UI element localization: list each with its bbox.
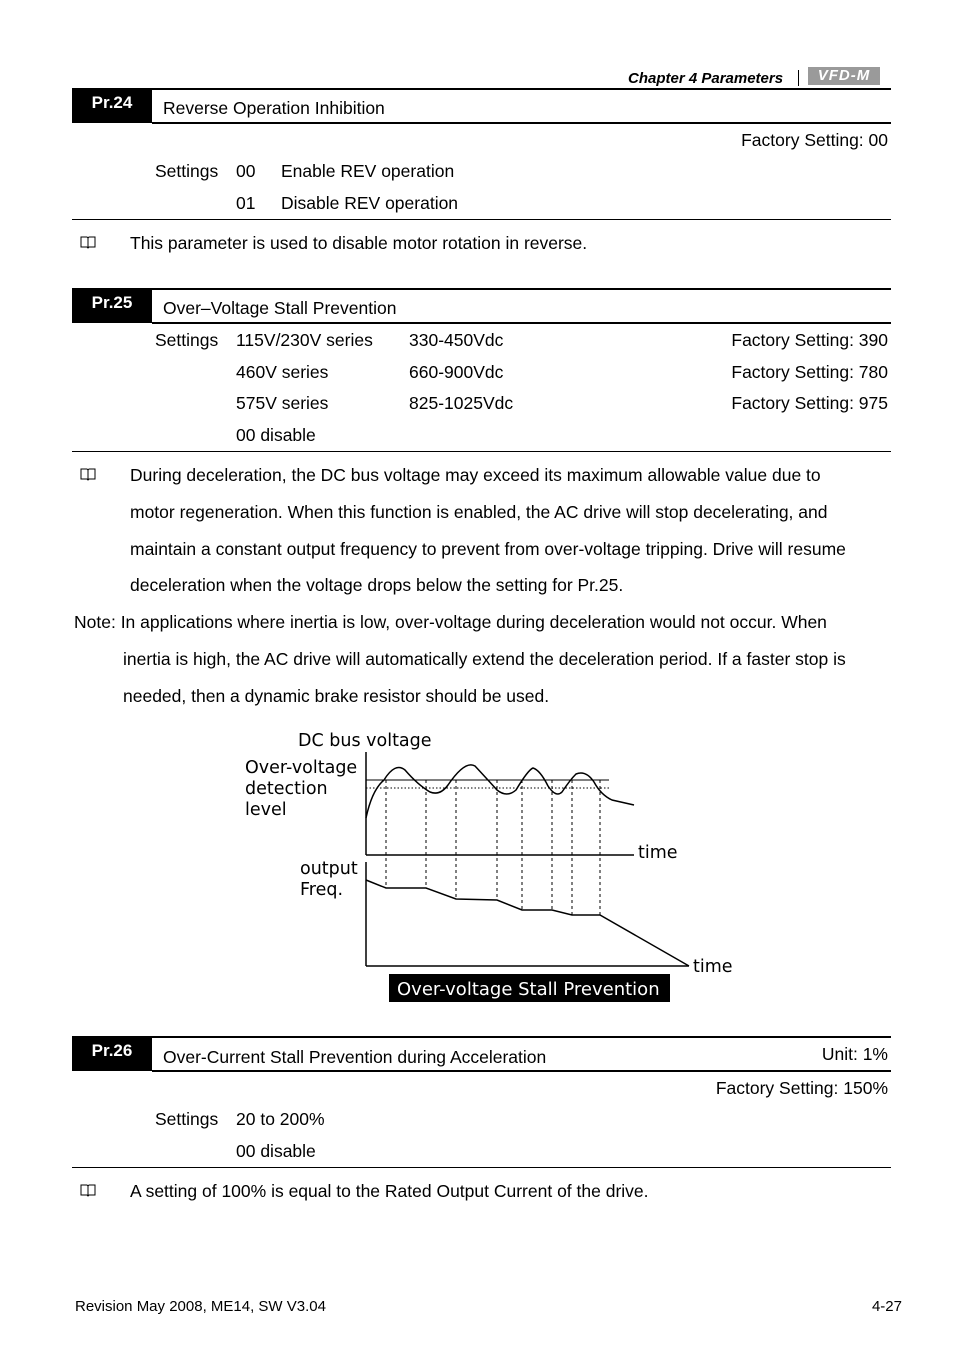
pr25-note-line: Note: In applications where inertia is low, over-voltage during deceleration would not occur. When (74, 612, 827, 632)
pr25-range: 825-1025Vdc (409, 393, 514, 413)
dc-bus-voltage-curve (366, 765, 634, 818)
pr26-bottom-rule (72, 1167, 891, 1168)
pr26-note: A setting of 100% is equal to the Rated Output Current of the drive. (130, 1181, 649, 1201)
pr24-setting-desc: Enable REV operation (281, 161, 455, 181)
pr26-title: Over-Current Stall Prevention during Acceleration (163, 1047, 547, 1067)
pr26-settings-label: Settings (155, 1109, 219, 1129)
pr24-settings-label: Settings (155, 161, 219, 181)
pr25-factory-setting: Factory Setting: 975 (731, 393, 888, 413)
ov-level-label: level (245, 800, 287, 820)
output-freq-curve (366, 880, 689, 966)
pr26-unit: Unit: 1% (821, 1044, 888, 1064)
pr25-title: Over–Voltage Stall Prevention (163, 298, 397, 318)
output-freq-label: Freq. (300, 880, 344, 900)
chapter-header: Chapter 4 Parameters (628, 70, 784, 87)
pr26-factory-setting: Factory Setting: 150% (715, 1078, 888, 1098)
event-markers (386, 780, 600, 915)
pr25-para-line: deceleration when the voltage drops below the setting for Pr.25. (130, 575, 624, 595)
pr25-para-line: During deceleration, the DC bus voltage may exceed its maximum allowable value due to (130, 465, 821, 485)
footer-page-number: 4-27 (871, 1298, 902, 1315)
pr25-para-line: maintain a constant output frequency to prevent from over-voltage tripping. Drive will resume (130, 539, 846, 559)
pr24-note: This parameter is used to disable motor rotation in reverse. (130, 233, 588, 253)
pr25-factory-setting: Factory Setting: 780 (731, 362, 888, 382)
pr25-series: 115V/230V series (236, 330, 373, 350)
pr25-range: 660-900Vdc (409, 362, 504, 382)
pr26-setting-disable: 00 disable (236, 1141, 316, 1161)
pr24-setting-desc: Disable REV operation (281, 193, 459, 213)
dc-bus-label: DC bus voltage (298, 731, 432, 751)
time-label-freq: time (693, 957, 733, 977)
pr24-factory-setting: Factory Setting: 00 (741, 130, 888, 150)
pr25-note-line: inertia is high, the AC drive will automatically extend the deceleration period. If a faster stop is (123, 649, 846, 669)
pr24-code-badge: Pr.24 (72, 89, 152, 123)
ov-level-label: detection (245, 779, 328, 799)
pr25-series: 575V series (236, 393, 329, 413)
pr25-code-badge: Pr.25 (72, 289, 152, 323)
time-label-voltage: time (638, 843, 678, 863)
brand-logo: VFD-M (808, 67, 880, 85)
pr25-para-line: motor regeneration. When this function is enabled, the AC drive will stop decelerating, and (130, 502, 828, 522)
pr26-code-badge: Pr.26 (72, 1037, 152, 1071)
pr24-title: Reverse Operation Inhibition (163, 98, 385, 118)
pr26-top-rule (72, 1036, 891, 1038)
pr26-setting-range: 20 to 200% (236, 1109, 325, 1129)
pr25-disable: 00 disable (236, 425, 316, 445)
footer-revision: Revision May 2008, ME14, SW V3.04 (75, 1298, 326, 1315)
pr25-factory-setting: Factory Setting: 390 (731, 330, 888, 350)
pr25-settings-label: Settings (155, 330, 219, 350)
pr26-title-rule (152, 1070, 891, 1072)
output-freq-label: output (300, 859, 358, 879)
book-icon (80, 1183, 96, 1197)
pr25-range: 330-450Vdc (409, 330, 504, 350)
ov-level-label: Over-voltage (245, 758, 358, 778)
pr24-setting-code: 01 (236, 193, 256, 213)
pr25-series: 460V series (236, 362, 329, 382)
diagram-caption: Over-voltage Stall Prevention (397, 979, 660, 1000)
pr24-setting-code: 00 (236, 161, 256, 181)
pr25-note-line: needed, then a dynamic brake resistor should be used. (123, 686, 550, 706)
